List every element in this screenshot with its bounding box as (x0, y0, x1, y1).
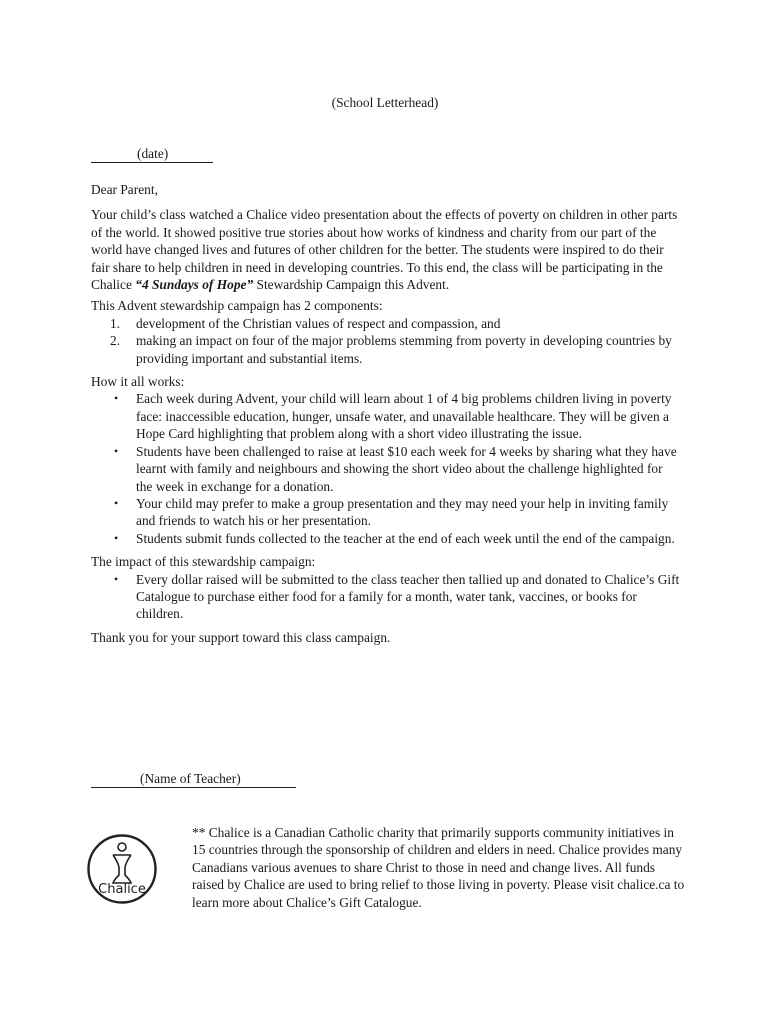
list-item-text: making an impact on four of the major problems stemming from poverty in developing countries by providing important and substantial items. (136, 333, 672, 366)
list-item-text: Students submit funds collected to the teacher at the end of each week until the end of the campaign. (136, 530, 675, 546)
intro-text-end: Stewardship Campaign this Advent. (253, 277, 450, 293)
intro-paragraph (91, 206, 681, 293)
components-list (91, 315, 681, 367)
bullet-icon: • (114, 391, 119, 406)
list-item (91, 332, 681, 367)
list-number: 1. (110, 315, 121, 331)
list-item-text: Every dollar raised will be submitted to the class teacher then tallied up and donated to Chalice’s Gift Catalogue to purchase either food for a family for a month, water tank, vaccines, or books for children. (136, 571, 680, 622)
date-label: (date) (137, 145, 169, 161)
how-heading: How it all works: (91, 374, 185, 390)
how-list (91, 390, 681, 547)
bullet-icon: • (114, 495, 119, 510)
list-item (91, 443, 681, 495)
list-number: 2. (110, 333, 121, 349)
letter-body (91, 181, 681, 646)
bullet-icon: • (114, 571, 119, 586)
chalice-logo (86, 833, 158, 905)
intro-text: Your child’s class watched a Chalice video presentation about the effects of poverty on children in other parts of the world. It showed positive true stories about how works of kindness and charity from our part of the world have changed lives and futures of other children for the better. The students were inspired to do their fair share to help children in need in developing countries. To this end, the class will be participating in the Chalice (91, 207, 678, 293)
teacher-signature-line (91, 771, 296, 788)
thanks-line: Thank you for your support toward this class campaign. (91, 629, 391, 645)
list-item (91, 495, 681, 530)
list-item (91, 390, 681, 442)
teacher-name-label: (Name of Teacher) (140, 770, 241, 786)
bullet-icon: • (114, 443, 119, 458)
list-item (91, 530, 681, 547)
components-heading: This Advent stewardship campaign has 2 components: (91, 298, 383, 314)
list-item-text: development of the Christian values of respect and compassion, and (136, 315, 501, 331)
date-line (91, 146, 213, 163)
campaign-name: “4 Sundays of Hope” (135, 277, 254, 293)
list-item-text: Students have been challenged to raise at least $10 each week for 4 weeks by sharing what they have learnt with family and neighbours and showing the short video about the challenge highlighted for the week in exchange for a donation. (136, 443, 677, 494)
salutation: Dear Parent, (91, 182, 158, 197)
list-item (91, 571, 681, 623)
impact-heading: The impact of this stewardship campaign: (91, 554, 316, 570)
list-item (91, 315, 681, 332)
logo-text: Chalice (98, 882, 146, 897)
school-letterhead: (School Letterhead) (331, 95, 439, 110)
impact-list (91, 571, 681, 623)
list-item-text: Each week during Advent, your child will learn about 1 of 4 big problems children living in poverty face: inaccessible education, hunger, unsafe water, and unavailable healthcare. They will be given a Hope Card highlighting that problem along with a short video illustrating the issue. (136, 391, 672, 442)
chalice-footnote: ** Chalice is a Canadian Catholic charity that primarily supports community initiatives in 15 countries through the sponsorship of children and elders in need. Chalice provides many Canadians various avenues to share Christ to those in need and change lives. All funds raised by Chalice are used to bring relief to those living in poverty. Please visit chalice.ca to learn more about Chalice’s Gift Catalogue. (192, 825, 685, 910)
list-item-text: Your child may prefer to make a group presentation and they may need your help in inviting family and friends to watch his or her presentation. (136, 495, 669, 529)
bullet-icon: • (114, 530, 119, 545)
